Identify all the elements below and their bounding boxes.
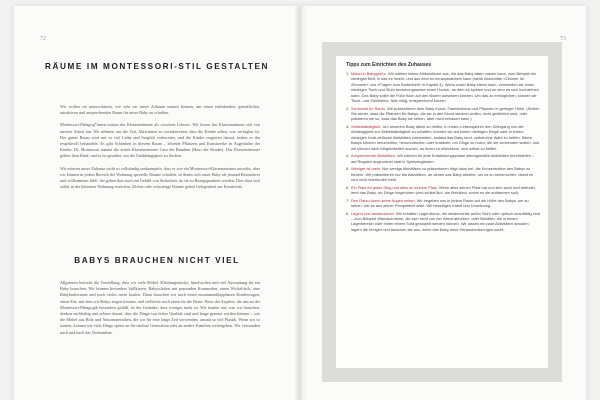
tip-text: Wenn alles seinen Platz hat und sich auch dort befindet, lernt das Baby, wo Dinge hingehören (und schließlich, als Kleinkind, wohin es sie aufräumen soll). — [351, 184, 536, 196]
book-gutter-shadow — [294, 6, 308, 400]
babies-text-block — [60, 280, 260, 342]
tip-number: 4. — [346, 153, 350, 159]
tip-item — [346, 106, 540, 122]
tip-keyword: Selbstständigkeit. — [351, 124, 382, 130]
body-paragraph: Wir wollen sie unterschätzen, wie sehr wir unser Zuhause nutzen können, um einen einladenden, gemütlichen, attraktiven und ansprechenden Raum für unser Baby zu schaffen. — [60, 104, 260, 116]
tip-text: Wir können für jede Entwicklungsphase altersgemäße Aktivitäten bereitstellen – auf Regalen angeordnet statt in Spielzeugkisten. — [351, 153, 535, 164]
tips-box-frame — [322, 42, 562, 382]
open-book — [14, 6, 586, 400]
tips-box — [336, 56, 548, 368]
tip-keyword: Schönheit im Raum. — [351, 105, 387, 111]
tip-item — [346, 198, 540, 209]
tip-keyword: Weniger ist mehr. — [351, 166, 382, 172]
tip-number: 5. — [346, 166, 350, 172]
tip-text: Um unserem Baby dabei zu helfen, in ersten Lebensjahren den Übergang von der Abhängigkeit zur Selbstständigkeit zu schaffen, können wir auf einem niedrigen Regal oder in einem niedrigen Korb einfache Aktivitäten vorbereiten, sodass das Baby lernt, selbst eine Wahl zu treffen. Ältere Babys können herumrollen, herumrutschen oder krabbeln, um Dinge zu holen, die sie verwenden wollen, und wir können nach Möglichkeiten suchen, es ihnen zu erleichtern, sich selbst zu helfen. — [351, 124, 540, 151]
right-page — [300, 6, 586, 400]
tip-item — [346, 153, 540, 164]
tip-text: Wir schaffen Lagerräume, die idealerweise außer Sicht oder optisch unauffällig sind – zum Beispiel Wandschränke, die sich nicht von der Wand abheben, oder Behälter, die in einem Lagerbereich oder hinter einem Sofa gestapelt werden können. Wir lassen ein paar Aktivitäten draußen, lagern die übrigen und tauschen sie aus, wenn das Baby neue Herausforderungen sucht. — [351, 210, 540, 232]
tip-item — [346, 166, 540, 182]
tip-item — [346, 185, 540, 196]
tip-keyword: Den Raum durch seine Augen sehen. — [351, 197, 416, 203]
section-heading: RÄUME IM MONTESSORI-STIL GESTALTEN — [44, 62, 270, 71]
tip-text: Wir wählen kleine Möbelstücke aus, die das Baby allein nutzen kann, zum Beispiel ein niedriges Bett, in das es hinein- und aus dem es herauskrabbeln kann (siehe Abschnitte »Zimmer für Zimmern« und »Fragen zum Bodenbett« in Kapitel 4). Wenn unser Baby sitzen kann, verwenden wir einen niedrigen Tisch und Stuhl beziehungsweise einen Hocker, an dem es spielen und an dem es sich hochziehen kann. Das Baby sollte die Füße flach auf den Boden aufsetzen können. Um das zu ermöglichen, können wir Tisch- und Stuhlbeine, falls nötig, entsprechend kürzen. — [351, 71, 539, 104]
body-paragraph: Wir müssen unser Zuhause nicht so vollständig umkrempeln, dass es wie ein Montessori-Klassenzimmer aussieht, aber wir können in jedem Bereich der Wohnung spezielle Räume schaffen, in denen sich unser Baby als jemand Besonderer und willkommen fühlt. Sie geben ihm auch ein Gefühl von Sicherheit, da sie zu Bezugspunkten werden. Dies lässt sich selbst in der kleinsten Wohnung erreichen. Kleine oder schwierige Räume geben Gelegenheit zur Kreativität. — [60, 165, 260, 190]
tip-keyword: Ansprechende Aktivitäten. — [351, 153, 396, 159]
tips-box-title: Tipps zum Einrichten des Zuhauses — [346, 62, 432, 68]
tip-number: 7. — [346, 197, 350, 203]
tips-list — [346, 71, 540, 232]
tip-item — [346, 124, 540, 151]
subsection-heading: BABYS BRAUCHEN NICHT VIEL — [74, 256, 240, 265]
intro-text-block — [60, 104, 260, 196]
tip-item — [346, 211, 540, 233]
tip-text: Wir präsentieren dem Baby Kunst, Familienfotos und Pflanzen in geringer Höhe. (Stellen Sie sicher, dass die Pflanzen für Babys, die sie in den Mund stecken wollen, nicht gefährlich sind, oder platzieren sie so, dass das Baby sie sehen, aber nicht erfassen kann.) — [351, 105, 540, 122]
tip-text: Nur wenige Aktivitäten zu präsentieren trägt dazu bei, die Konzentration des Babys zu fördern. Wir präsentieren nur die Aktivitäten, an denen das Baby arbeitet, um es zu beherrschen, damit es sich nicht überfordert fühlt. — [351, 166, 534, 183]
tip-item — [346, 71, 540, 103]
tip-keyword: Möbel in Babygröße. — [351, 71, 387, 76]
tip-keyword: Ein Platz für jedes Ding und alles an seinem Platz. — [351, 184, 438, 190]
body-paragraph: Allgemein herrscht die Vorstellung, dass wir viele Möbel, Kleidungsstücke, Spielsachen und viel Ausstattung für ein Baby brauchen. Wir können besonders Stillkissen, Babyschalen mit passenden Kommoden, einen Wickeltisch, eine Babybadewanne und noch vieles mehr kaufen. Dann brauchen wir noch einen zusammenklappbaren Kinderwagen, einen Sitz, mit dem wir Babys tragen können, und vielleicht noch einen für die Reise. Einer der Aspekte, die uns an der Montessori-Pädagogik besonders gefällt, ist der Gedanke, dass weniger mehr ist. Wir kaufen nur, was wir brauchen, denken nachhaltig und achten darauf, dass die Dinge von hoher Qualität sind und lange genutzt werden können – wie die Möbel aus Holz und Naturmaterialien, die wir für eine lange Zeit verwenden, anstatt so viel Plastik. Wenn wir so kaufen, können wir viele Dinge später an die nächste Generation oder an andere Familien weitergeben. Wir verwenden nach und nach das Vorhandene. — [60, 280, 260, 335]
body-paragraph: Montessori-Pädagog*innen nutzen das Klassenzimmer als »zweiten Lehrer«. Wir lassen das Klassenzimmer viel von unserer Arbeit tun. Wir nehmen uns die Zeit, Aktivitäten zu vorzubereiten, dass die Kinder sehen, was verfügbar ist. Der ganze Raum wird mit so viel Liebe und Sorgfalt vorbereitet, und die Kinder reagieren darauf, indem es ihn respektvoll behandeln. Es gibt Schönheit in diesem Raum – lebende Pflanzen und Kunstwerke in Augenhöhe der Kinder. Dr. Montessori nannte die ersten Klassenzimmer Casa dei Bambini (Haus der Kinder). Das Klassenzimmer gehört dem Kind, und es ist gestaltet, um die Unabhängigkeit zu fördern. — [60, 122, 260, 159]
tip-number: 6. — [346, 184, 350, 190]
page-number-left: 72 — [40, 36, 46, 42]
tip-number: 3. — [346, 124, 350, 130]
page-number-right: 73 — [560, 36, 566, 42]
tip-keyword: Lagern und austauschen. — [351, 210, 395, 216]
tip-number: 2. — [346, 105, 350, 111]
tip-number: 1. — [346, 71, 350, 76]
tip-number: 8. — [346, 210, 350, 216]
tip-text: Wir begeben uns in jedem Raum auf die Höhe des Babys, um zu sehen, wie es aus seiner Perspektive wirkt. Wir beseitigen Kabel und Unordnung. — [351, 197, 529, 209]
left-page — [14, 6, 300, 400]
